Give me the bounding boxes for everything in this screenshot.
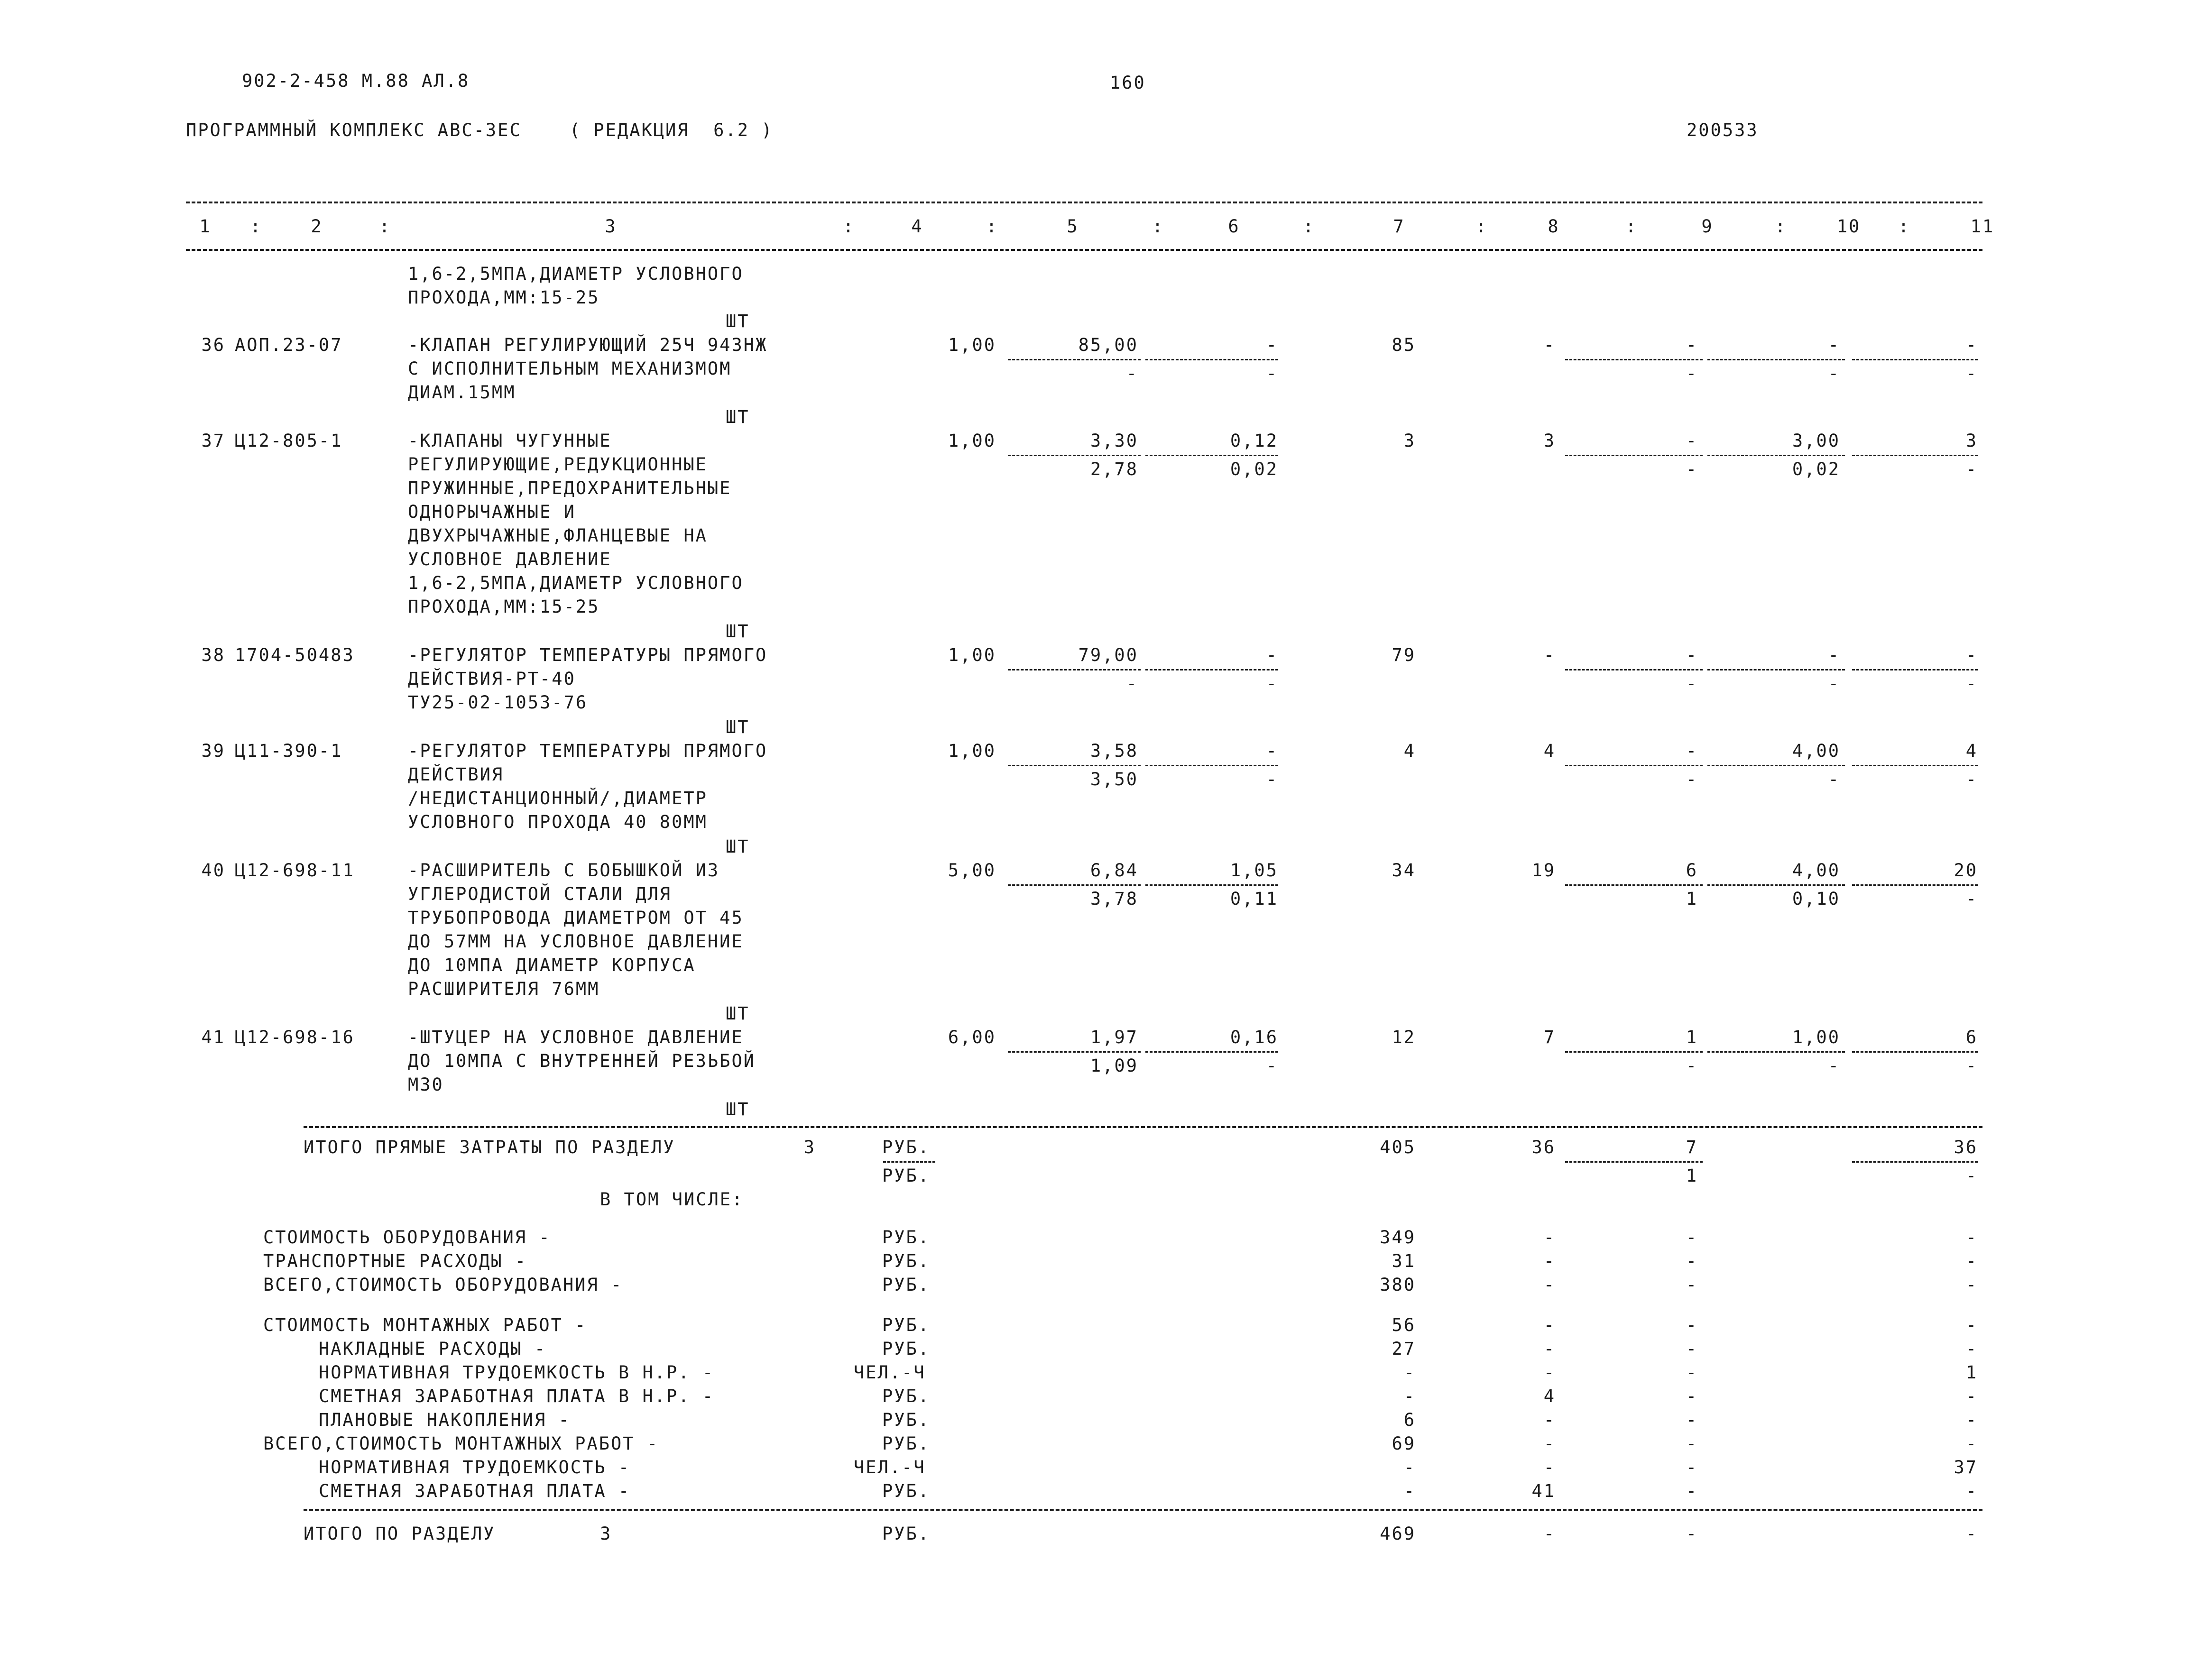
- labor-total: 4: [1965, 741, 1978, 761]
- totals-direct-c7: 405: [1380, 1137, 1416, 1157]
- summary-c8: -: [1543, 1251, 1556, 1271]
- labor-total: -: [1965, 335, 1978, 355]
- sub-rule: [1852, 359, 1978, 360]
- unit-label: ШТ: [726, 621, 750, 642]
- totals-c9-rule: [1565, 1161, 1703, 1163]
- summary-c9: -: [1686, 1227, 1698, 1248]
- summary-c8: -: [1543, 1362, 1556, 1383]
- machines-cost-sub: -: [1686, 769, 1698, 790]
- column-number: 1: [199, 216, 212, 237]
- row-description: -ШТУЦЕР НА УСЛОВНОЕ ДАВЛЕНИЕ: [408, 1027, 744, 1047]
- program-title: ПРОГРАММНЫЙ КОМПЛЕКС АВС-ЗЕС ( РЕДАКЦИЯ 6.2 ): [186, 120, 774, 140]
- summary-c9: -: [1686, 1362, 1698, 1383]
- row-description: РАСШИРИТЕЛЯ 76ММ: [408, 979, 600, 999]
- totals-direct-c11-sub: -: [1965, 1166, 1978, 1186]
- page-number: 160: [1110, 73, 1146, 93]
- row-description: ДО 10МПА ДИАМЕТР КОРПУСА: [408, 955, 696, 975]
- quantity: 1,00: [948, 335, 996, 355]
- sub-rule: [1145, 884, 1278, 886]
- row-description: ДО 10МПА С ВНУТРЕННЕЙ РЕЗЬБОЙ: [408, 1051, 756, 1071]
- row-code: Ц11-390-1: [235, 741, 343, 761]
- machines-cost: -: [1686, 741, 1698, 761]
- unit-cost-total: 3,58: [1090, 741, 1138, 761]
- unit-label: ШТ: [726, 1003, 750, 1024]
- unit-cost-machines-sub: -: [1266, 769, 1278, 790]
- sub-rule: [1565, 455, 1703, 456]
- sub-rule: [1008, 455, 1141, 456]
- unit-cost-total: 3,30: [1090, 431, 1138, 451]
- section-total-number: 3: [600, 1524, 612, 1544]
- summary-label: НОРМАТИВНАЯ ТРУДОЕМКОСТЬ В Н.Р. -: [319, 1362, 715, 1383]
- wages-cost: -: [1543, 645, 1556, 665]
- unit-cost-machines-sub: -: [1266, 363, 1278, 384]
- summary-c11: -: [1965, 1251, 1978, 1271]
- sub-rule: [1565, 669, 1703, 670]
- totals-direct-label: ИТОГО ПРЯМЫЕ ЗАТРАТЫ ПО РАЗДЕЛУ: [304, 1137, 675, 1157]
- summary-label: ВСЕГО,СТОИМОСТЬ ОБОРУДОВАНИЯ -: [263, 1275, 623, 1295]
- summary-c11: -: [1965, 1433, 1978, 1454]
- summary-label: СТОИМОСТЬ ОБОРУДОВАНИЯ -: [263, 1227, 551, 1248]
- column-number: 6: [1228, 216, 1240, 237]
- labor-total: 20: [1954, 860, 1978, 881]
- row-description: РЕГУЛИРУЮЩИЕ,РЕДУКЦИОННЫЕ: [408, 454, 708, 475]
- summary-label: ВСЕГО,СТОИМОСТЬ МОНТАЖНЫХ РАБОТ -: [263, 1433, 659, 1454]
- totals-rule: [304, 1126, 1982, 1128]
- totals-direct-unit-sub: РУБ.: [882, 1166, 931, 1186]
- row-description: ДИАМ.15ММ: [408, 382, 516, 403]
- row-description: ДЕЙСТВИЯ: [408, 764, 504, 785]
- labor-norm: 4,00: [1792, 741, 1840, 761]
- sub-rule: [1565, 1051, 1703, 1053]
- row-number: 37: [201, 431, 225, 451]
- total-cost: 85: [1392, 335, 1416, 355]
- quantity: 5,00: [948, 860, 996, 881]
- row-description: ДВУХРЫЧАЖНЫЕ,ФЛАНЦЕВЫЕ НА: [408, 525, 708, 546]
- sub-rule: [1008, 669, 1141, 670]
- sub-rule: [1565, 765, 1703, 766]
- unit-cost-machines: -: [1266, 335, 1278, 355]
- summary-unit: РУБ.: [882, 1481, 931, 1501]
- carry-over-description: ПРОХОДА,ММ:15-25: [408, 287, 600, 308]
- unit-cost-total-sub: 3,78: [1090, 889, 1138, 909]
- sub-rule: [1145, 359, 1278, 360]
- labor-norm-sub: -: [1828, 769, 1840, 790]
- column-number: 5: [1067, 216, 1079, 237]
- summary-c11: -: [1965, 1227, 1978, 1248]
- row-description: УСЛОВНОГО ПРОХОДА 40 80ММ: [408, 812, 708, 832]
- labor-norm-sub: -: [1828, 1056, 1840, 1076]
- summary-c8: -: [1543, 1457, 1556, 1478]
- machines-cost: -: [1686, 335, 1698, 355]
- total-cost: 34: [1392, 860, 1416, 881]
- row-description: М30: [408, 1074, 444, 1095]
- row-code: Ц12-698-11: [235, 860, 355, 881]
- unit-label: ШТ: [726, 407, 750, 427]
- summary-label: СМЕТНАЯ ЗАРАБОТНАЯ ПЛАТА -: [319, 1481, 631, 1501]
- summary-unit: РУБ.: [882, 1227, 931, 1248]
- unit-cost-machines-sub: -: [1266, 1056, 1278, 1076]
- row-description: ДО 57ММ НА УСЛОВНОЕ ДАВЛЕНИЕ: [408, 931, 744, 952]
- unit-cost-total-sub: 2,78: [1090, 459, 1138, 479]
- sub-rule: [1565, 359, 1703, 360]
- total-cost: 12: [1392, 1027, 1416, 1047]
- sub-rule: [1707, 669, 1845, 670]
- summary-c9: -: [1686, 1410, 1698, 1430]
- summary-c9: -: [1686, 1275, 1698, 1295]
- machines-cost: -: [1686, 645, 1698, 665]
- column-separator: :: [986, 216, 998, 237]
- summary-unit: РУБ.: [882, 1315, 931, 1335]
- summary-c8: -: [1543, 1433, 1556, 1454]
- machines-cost-sub: -: [1686, 1056, 1698, 1076]
- column-number: 9: [1701, 216, 1714, 237]
- labor-total-sub: -: [1965, 769, 1978, 790]
- table-header-rule: [186, 249, 1982, 251]
- labor-norm-sub: 0,10: [1792, 889, 1840, 909]
- labor-total: 3: [1965, 431, 1978, 451]
- section-total-rule: [304, 1509, 1982, 1511]
- totals-direct-section: 3: [803, 1137, 816, 1157]
- doc-number: 200533: [1687, 120, 1759, 140]
- total-cost: 79: [1392, 645, 1416, 665]
- summary-c11: -: [1965, 1339, 1978, 1359]
- column-separator: :: [1475, 216, 1488, 237]
- summary-c11: -: [1965, 1315, 1978, 1335]
- wages-cost: 3: [1543, 431, 1556, 451]
- summary-label: ПЛАНОВЫЕ НАКОПЛЕНИЯ -: [319, 1410, 571, 1430]
- labor-total-sub: -: [1965, 459, 1978, 479]
- summary-c8: 4: [1543, 1386, 1556, 1406]
- section-total-c7: 469: [1380, 1524, 1416, 1544]
- sub-rule: [1852, 1051, 1978, 1053]
- row-number: 38: [201, 645, 225, 665]
- unit-cost-machines-sub: 0,02: [1230, 459, 1278, 479]
- unit-label: ШТ: [726, 1099, 750, 1120]
- summary-c9: -: [1686, 1315, 1698, 1335]
- summary-unit: РУБ.: [882, 1275, 931, 1295]
- sub-rule: [1707, 359, 1845, 360]
- summary-c9: -: [1686, 1457, 1698, 1478]
- totals-direct-unit: РУБ.: [882, 1137, 931, 1157]
- unit-cost-machines: 0,16: [1230, 1027, 1278, 1047]
- section-total-c8: -: [1543, 1524, 1556, 1544]
- labor-total-sub: -: [1965, 889, 1978, 909]
- summary-c11: -: [1965, 1481, 1978, 1501]
- summary-label: НОРМАТИВНАЯ ТРУДОЕМКОСТЬ -: [319, 1457, 631, 1478]
- summary-c8: -: [1543, 1410, 1556, 1430]
- sub-rule: [1008, 1051, 1141, 1053]
- unit-cost-total-sub: -: [1126, 363, 1138, 384]
- summary-c11: 37: [1954, 1457, 1978, 1478]
- summary-c7: 69: [1392, 1433, 1416, 1454]
- labor-total-sub: -: [1965, 1056, 1978, 1076]
- row-code: Ц12-698-16: [235, 1027, 355, 1047]
- labor-norm-sub: -: [1828, 363, 1840, 384]
- row-description: УГЛЕРОДИСТОЙ СТАЛИ ДЛЯ: [408, 884, 672, 904]
- summary-c8: 41: [1531, 1481, 1556, 1501]
- labor-total: -: [1965, 645, 1978, 665]
- quantity: 1,00: [948, 741, 996, 761]
- unit-label: ШТ: [726, 717, 750, 737]
- sub-rule: [1852, 669, 1978, 670]
- column-separator: :: [1775, 216, 1787, 237]
- row-number: 40: [201, 860, 225, 881]
- summary-c7: 31: [1392, 1251, 1416, 1271]
- machines-cost-sub: 1: [1686, 889, 1698, 909]
- unit-cost-machines: -: [1266, 645, 1278, 665]
- column-separator: :: [250, 216, 262, 237]
- unit-cost-total: 79,00: [1078, 645, 1138, 665]
- column-separator: :: [843, 216, 855, 237]
- row-description: 1,6-2,5МПА,ДИАМЕТР УСЛОВНОГО: [408, 573, 744, 593]
- row-code: 1704-50483: [235, 645, 355, 665]
- row-number: 41: [201, 1027, 225, 1047]
- section-total-label: ИТОГО ПО РАЗДЕЛУ: [304, 1524, 496, 1544]
- totals-direct-c9: 7: [1686, 1137, 1698, 1157]
- summary-c11: -: [1965, 1275, 1978, 1295]
- sub-rule: [1008, 359, 1141, 360]
- row-description: ПРОХОДА,ММ:15-25: [408, 597, 600, 617]
- wages-cost: -: [1543, 335, 1556, 355]
- row-number: 36: [201, 335, 225, 355]
- total-cost: 3: [1403, 431, 1416, 451]
- sub-rule: [1707, 884, 1845, 886]
- row-description: С ИСПОЛНИТЕЛЬНЫМ МЕХАНИЗМОМ: [408, 358, 732, 379]
- labor-norm: -: [1828, 335, 1840, 355]
- wages-cost: 4: [1543, 741, 1556, 761]
- sub-rule: [1145, 669, 1278, 670]
- totals-c11-rule: [1852, 1161, 1978, 1163]
- summary-c8: -: [1543, 1227, 1556, 1248]
- summary-c7: -: [1403, 1457, 1416, 1478]
- section-total-c9: -: [1686, 1524, 1698, 1544]
- sub-rule: [1852, 455, 1978, 456]
- summary-c7: 380: [1380, 1275, 1416, 1295]
- summary-c8: -: [1543, 1339, 1556, 1359]
- summary-c9: -: [1686, 1481, 1698, 1501]
- summary-unit: РУБ.: [882, 1410, 931, 1430]
- row-code: АОП.23-07: [235, 335, 343, 355]
- row-number: 39: [201, 741, 225, 761]
- summary-c9: -: [1686, 1386, 1698, 1406]
- row-description: -КЛАПАНЫ ЧУГУННЫЕ: [408, 431, 612, 451]
- summary-c8: -: [1543, 1275, 1556, 1295]
- carry-over-description: 1,6-2,5МПА,ДИАМЕТР УСЛОВНОГО: [408, 264, 744, 284]
- sub-rule: [1565, 884, 1703, 886]
- summary-label: СМЕТНАЯ ЗАРАБОТНАЯ ПЛАТА В Н.Р. -: [319, 1386, 715, 1406]
- summary-c7: -: [1403, 1362, 1416, 1383]
- unit-cost-machines: 1,05: [1230, 860, 1278, 881]
- row-description: ДЕЙСТВИЯ-РТ-40: [408, 669, 576, 689]
- sub-rule: [1008, 765, 1141, 766]
- column-separator: :: [1625, 216, 1638, 237]
- doc-code: 902-2-458 М.88 АЛ.8: [242, 71, 470, 91]
- labor-norm: 3,00: [1792, 431, 1840, 451]
- summary-c11: -: [1965, 1410, 1978, 1430]
- quantity: 1,00: [948, 645, 996, 665]
- machines-cost: 6: [1686, 860, 1698, 881]
- machines-cost-sub: -: [1686, 363, 1698, 384]
- column-number: 4: [911, 216, 923, 237]
- summary-c7: 56: [1392, 1315, 1416, 1335]
- quantity: 6,00: [948, 1027, 996, 1047]
- summary-unit: ЧЕЛ.-Ч: [854, 1362, 926, 1383]
- summary-unit: РУБ.: [882, 1339, 931, 1359]
- sub-rule: [1852, 765, 1978, 766]
- unit-label: ШТ: [726, 311, 750, 331]
- labor-norm: 1,00: [1792, 1027, 1840, 1047]
- sub-rule: [1008, 884, 1141, 886]
- unit-cost-machines-sub: 0,11: [1230, 889, 1278, 909]
- column-separator: :: [1152, 216, 1164, 237]
- totals-direct-c8: 36: [1531, 1137, 1556, 1157]
- summary-c7: -: [1403, 1481, 1416, 1501]
- column-number: 7: [1393, 216, 1405, 237]
- row-description: УСЛОВНОЕ ДАВЛЕНИЕ: [408, 549, 612, 569]
- unit-cost-machines: -: [1266, 741, 1278, 761]
- including-label: В ТОМ ЧИСЛЕ:: [600, 1189, 744, 1210]
- unit-cost-machines: 0,12: [1230, 431, 1278, 451]
- totals-unit-rule: [883, 1161, 935, 1163]
- labor-norm-sub: 0,02: [1792, 459, 1840, 479]
- summary-c7: 6: [1403, 1410, 1416, 1430]
- sub-rule: [1145, 455, 1278, 456]
- column-separator: :: [379, 216, 391, 237]
- row-description: ПРУЖИННЫЕ,ПРЕДОХРАНИТЕЛЬНЫЕ: [408, 478, 732, 498]
- row-description: /НЕДИСТАНЦИОННЫЙ/,ДИАМЕТР: [408, 788, 708, 808]
- summary-label: НАКЛАДНЫЕ РАСХОДЫ -: [319, 1339, 547, 1359]
- quantity: 1,00: [948, 431, 996, 451]
- summary-unit: РУБ.: [882, 1433, 931, 1454]
- summary-c9: -: [1686, 1433, 1698, 1454]
- labor-norm-sub: -: [1828, 673, 1840, 694]
- summary-label: СТОИМОСТЬ МОНТАЖНЫХ РАБОТ -: [263, 1315, 587, 1335]
- row-description: -РАСШИРИТЕЛЬ С БОБЫШКОЙ ИЗ: [408, 860, 720, 881]
- machines-cost: 1: [1686, 1027, 1698, 1047]
- unit-cost-total: 1,97: [1090, 1027, 1138, 1047]
- column-number: 8: [1548, 216, 1560, 237]
- labor-total: 6: [1965, 1027, 1978, 1047]
- summary-label: ТРАНСПОРТНЫЕ РАСХОДЫ -: [263, 1251, 527, 1271]
- summary-c9: -: [1686, 1251, 1698, 1271]
- column-number: 11: [1970, 216, 1995, 237]
- unit-cost-total: 6,84: [1090, 860, 1138, 881]
- row-description: ОДНОРЫЧАЖНЫЕ И: [408, 502, 576, 522]
- sub-rule: [1707, 1051, 1845, 1053]
- row-description: -РЕГУЛЯТОР ТЕМПЕРАТУРЫ ПРЯМОГО: [408, 645, 768, 665]
- row-description: -КЛАПАН РЕГУЛИРУЮЩИЙ 25Ч 943НЖ: [408, 335, 768, 355]
- labor-norm: -: [1828, 645, 1840, 665]
- unit-cost-total: 85,00: [1078, 335, 1138, 355]
- wages-cost: 19: [1531, 860, 1556, 881]
- summary-c7: 349: [1380, 1227, 1416, 1248]
- sub-rule: [1145, 765, 1278, 766]
- unit-cost-total-sub: -: [1126, 673, 1138, 694]
- wages-cost: 7: [1543, 1027, 1556, 1047]
- summary-unit: ЧЕЛ.-Ч: [854, 1457, 926, 1478]
- labor-total-sub: -: [1965, 363, 1978, 384]
- summary-c7: -: [1403, 1386, 1416, 1406]
- sub-rule: [1145, 1051, 1278, 1053]
- labor-total-sub: -: [1965, 673, 1978, 694]
- unit-cost-total-sub: 1,09: [1090, 1056, 1138, 1076]
- sub-rule: [1707, 765, 1845, 766]
- summary-unit: РУБ.: [882, 1251, 931, 1271]
- summary-c8: -: [1543, 1315, 1556, 1335]
- total-cost: 4: [1403, 741, 1416, 761]
- totals-direct-c9-sub: 1: [1686, 1166, 1698, 1186]
- column-number: 10: [1836, 216, 1861, 237]
- summary-unit: РУБ.: [882, 1386, 931, 1406]
- machines-cost-sub: -: [1686, 673, 1698, 694]
- column-number: 2: [311, 216, 323, 237]
- row-description: -РЕГУЛЯТОР ТЕМПЕРАТУРЫ ПРЯМОГО: [408, 741, 768, 761]
- summary-c7: 27: [1392, 1339, 1416, 1359]
- column-separator: :: [1898, 216, 1910, 237]
- sub-rule: [1707, 455, 1845, 456]
- machines-cost: -: [1686, 431, 1698, 451]
- unit-label: ШТ: [726, 836, 750, 857]
- section-total-c11: -: [1965, 1524, 1978, 1544]
- row-code: Ц12-805-1: [235, 431, 343, 451]
- row-description: ТРУБОПРОВОДА ДИАМЕТРОМ ОТ 45: [408, 908, 744, 928]
- summary-c9: -: [1686, 1339, 1698, 1359]
- unit-cost-total-sub: 3,50: [1090, 769, 1138, 790]
- sub-rule: [1852, 884, 1978, 886]
- unit-cost-machines-sub: -: [1266, 673, 1278, 694]
- row-description: ТУ25-02-1053-76: [408, 692, 588, 713]
- labor-norm: 4,00: [1792, 860, 1840, 881]
- column-number: 3: [605, 216, 617, 237]
- totals-direct-c11: 36: [1954, 1137, 1978, 1157]
- section-total-unit: РУБ.: [882, 1524, 931, 1544]
- table-top-rule: [186, 202, 1982, 203]
- machines-cost-sub: -: [1686, 459, 1698, 479]
- column-separator: :: [1303, 216, 1315, 237]
- summary-c11: 1: [1965, 1362, 1978, 1383]
- summary-c11: -: [1965, 1386, 1978, 1406]
